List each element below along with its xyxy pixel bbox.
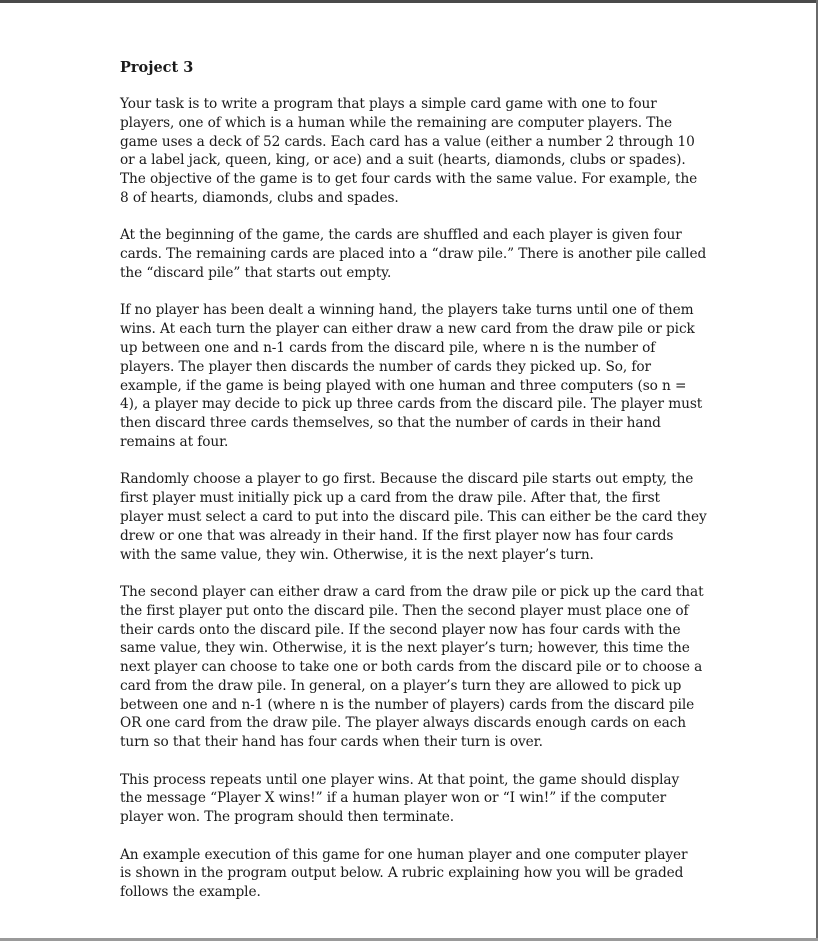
text-line: up between one and n-1 cards from the discard pile, where n is the number of [120,339,656,356]
text-line: At the beginning of the game, the cards are shuffled and each player is given four [120,227,682,244]
paragraph [120,583,704,752]
text-line: Your task is to write a program that plays a simple card game with one to four [120,96,657,112]
text-line: The objective of the game is to get four cards with the same value. For example, the [120,171,698,188]
text-line: the first player put onto the discard pile. Then the second player must place one of [120,602,689,619]
text-line: player won. The program should then terminate. [120,809,455,826]
text-line: game uses a deck of 52 cards. Each card has a value (either a number 2 through 10 [120,133,695,150]
text-line: the “discard pile” that starts out empty. [120,264,392,281]
text-line: then discard three cards themselves, so that the number of cards in their hand [120,415,661,432]
document-title: Project 3 [120,59,194,76]
paragraph [120,470,707,564]
text-line: The second player can either draw a card from the draw pile or pick up the card that [120,583,704,600]
document-page [120,58,707,921]
text-line: or a label jack, queen, king, or ace) and a suit (hearts, diamonds, clubs or spades). [120,152,686,169]
text-line: An example execution of this game for one human player and one computer player [120,846,688,863]
text-line: players. The player then discards the number of cards they picked up. So, for [120,358,651,375]
document-body [120,95,707,902]
text-line: their cards onto the discard pile. If the second player now has four cards with the [120,621,681,638]
text-line: same value, they win. Otherwise, it is the next player’s turn; however, this time the [120,640,690,657]
text-line: players, one of which is a human while the remaining are computer players. The [120,114,673,131]
paragraph [120,771,700,827]
text-line: drew or one that was already in their hand. If the first player now has four cards [120,527,674,544]
text-line: If no player has been dealt a winning hand, the players take turns until one of them [120,302,694,319]
text-line: example, if the game is being played with one human and three computers (so n = [120,377,687,394]
text-line: player must select a card to put into the discard pile. This can either be the card they [120,508,707,525]
paragraph [120,95,700,208]
text-line: This process repeats until one player wins. At that point, the game should display [120,771,680,788]
text-line: the message “Player X wins!” if a human player won or “I win!” if the computer [120,790,667,807]
text-line: next player can choose to take one or both cards from the discard pile or to choose a [120,659,703,676]
text-line: Randomly choose a player to go first. Because the discard pile starts out empty, the [120,471,694,488]
text-line: 8 of hearts, diamonds, clubs and spades. [120,189,399,206]
text-line: cards. The remaining cards are placed into a “draw pile.” There is another pile called [120,246,707,263]
text-line: is shown in the program output below. A rubric explaining how you will be graded [120,865,684,882]
text-line: first player must initially pick up a card from the draw pile. After that, the first [120,490,660,507]
paragraph [120,301,703,451]
paragraph [120,226,707,282]
text-line: follows the example. [120,884,261,901]
text-line: remains at four. [120,433,229,450]
window-top-border [0,0,818,3]
text-line: 4), a player may decide to pick up three cards from the discard pile. The player must [120,396,703,413]
text-line: OR one card from the draw pile. The player always discards enough cards on each [120,715,686,732]
text-line: with the same value, they win. Otherwise, it is the next player’s turn. [120,546,594,563]
text-line: card from the draw pile. In general, on a player’s turn they are allowed to pick up [120,677,682,694]
paragraph [120,846,700,902]
text-line: between one and n-1 (where n is the number of players) cards from the discard pile [120,696,695,713]
text-line: wins. At each turn the player can either draw a new card from the draw pile or pick [120,321,695,338]
text-line: turn so that their hand has four cards when their turn is over. [120,734,543,751]
